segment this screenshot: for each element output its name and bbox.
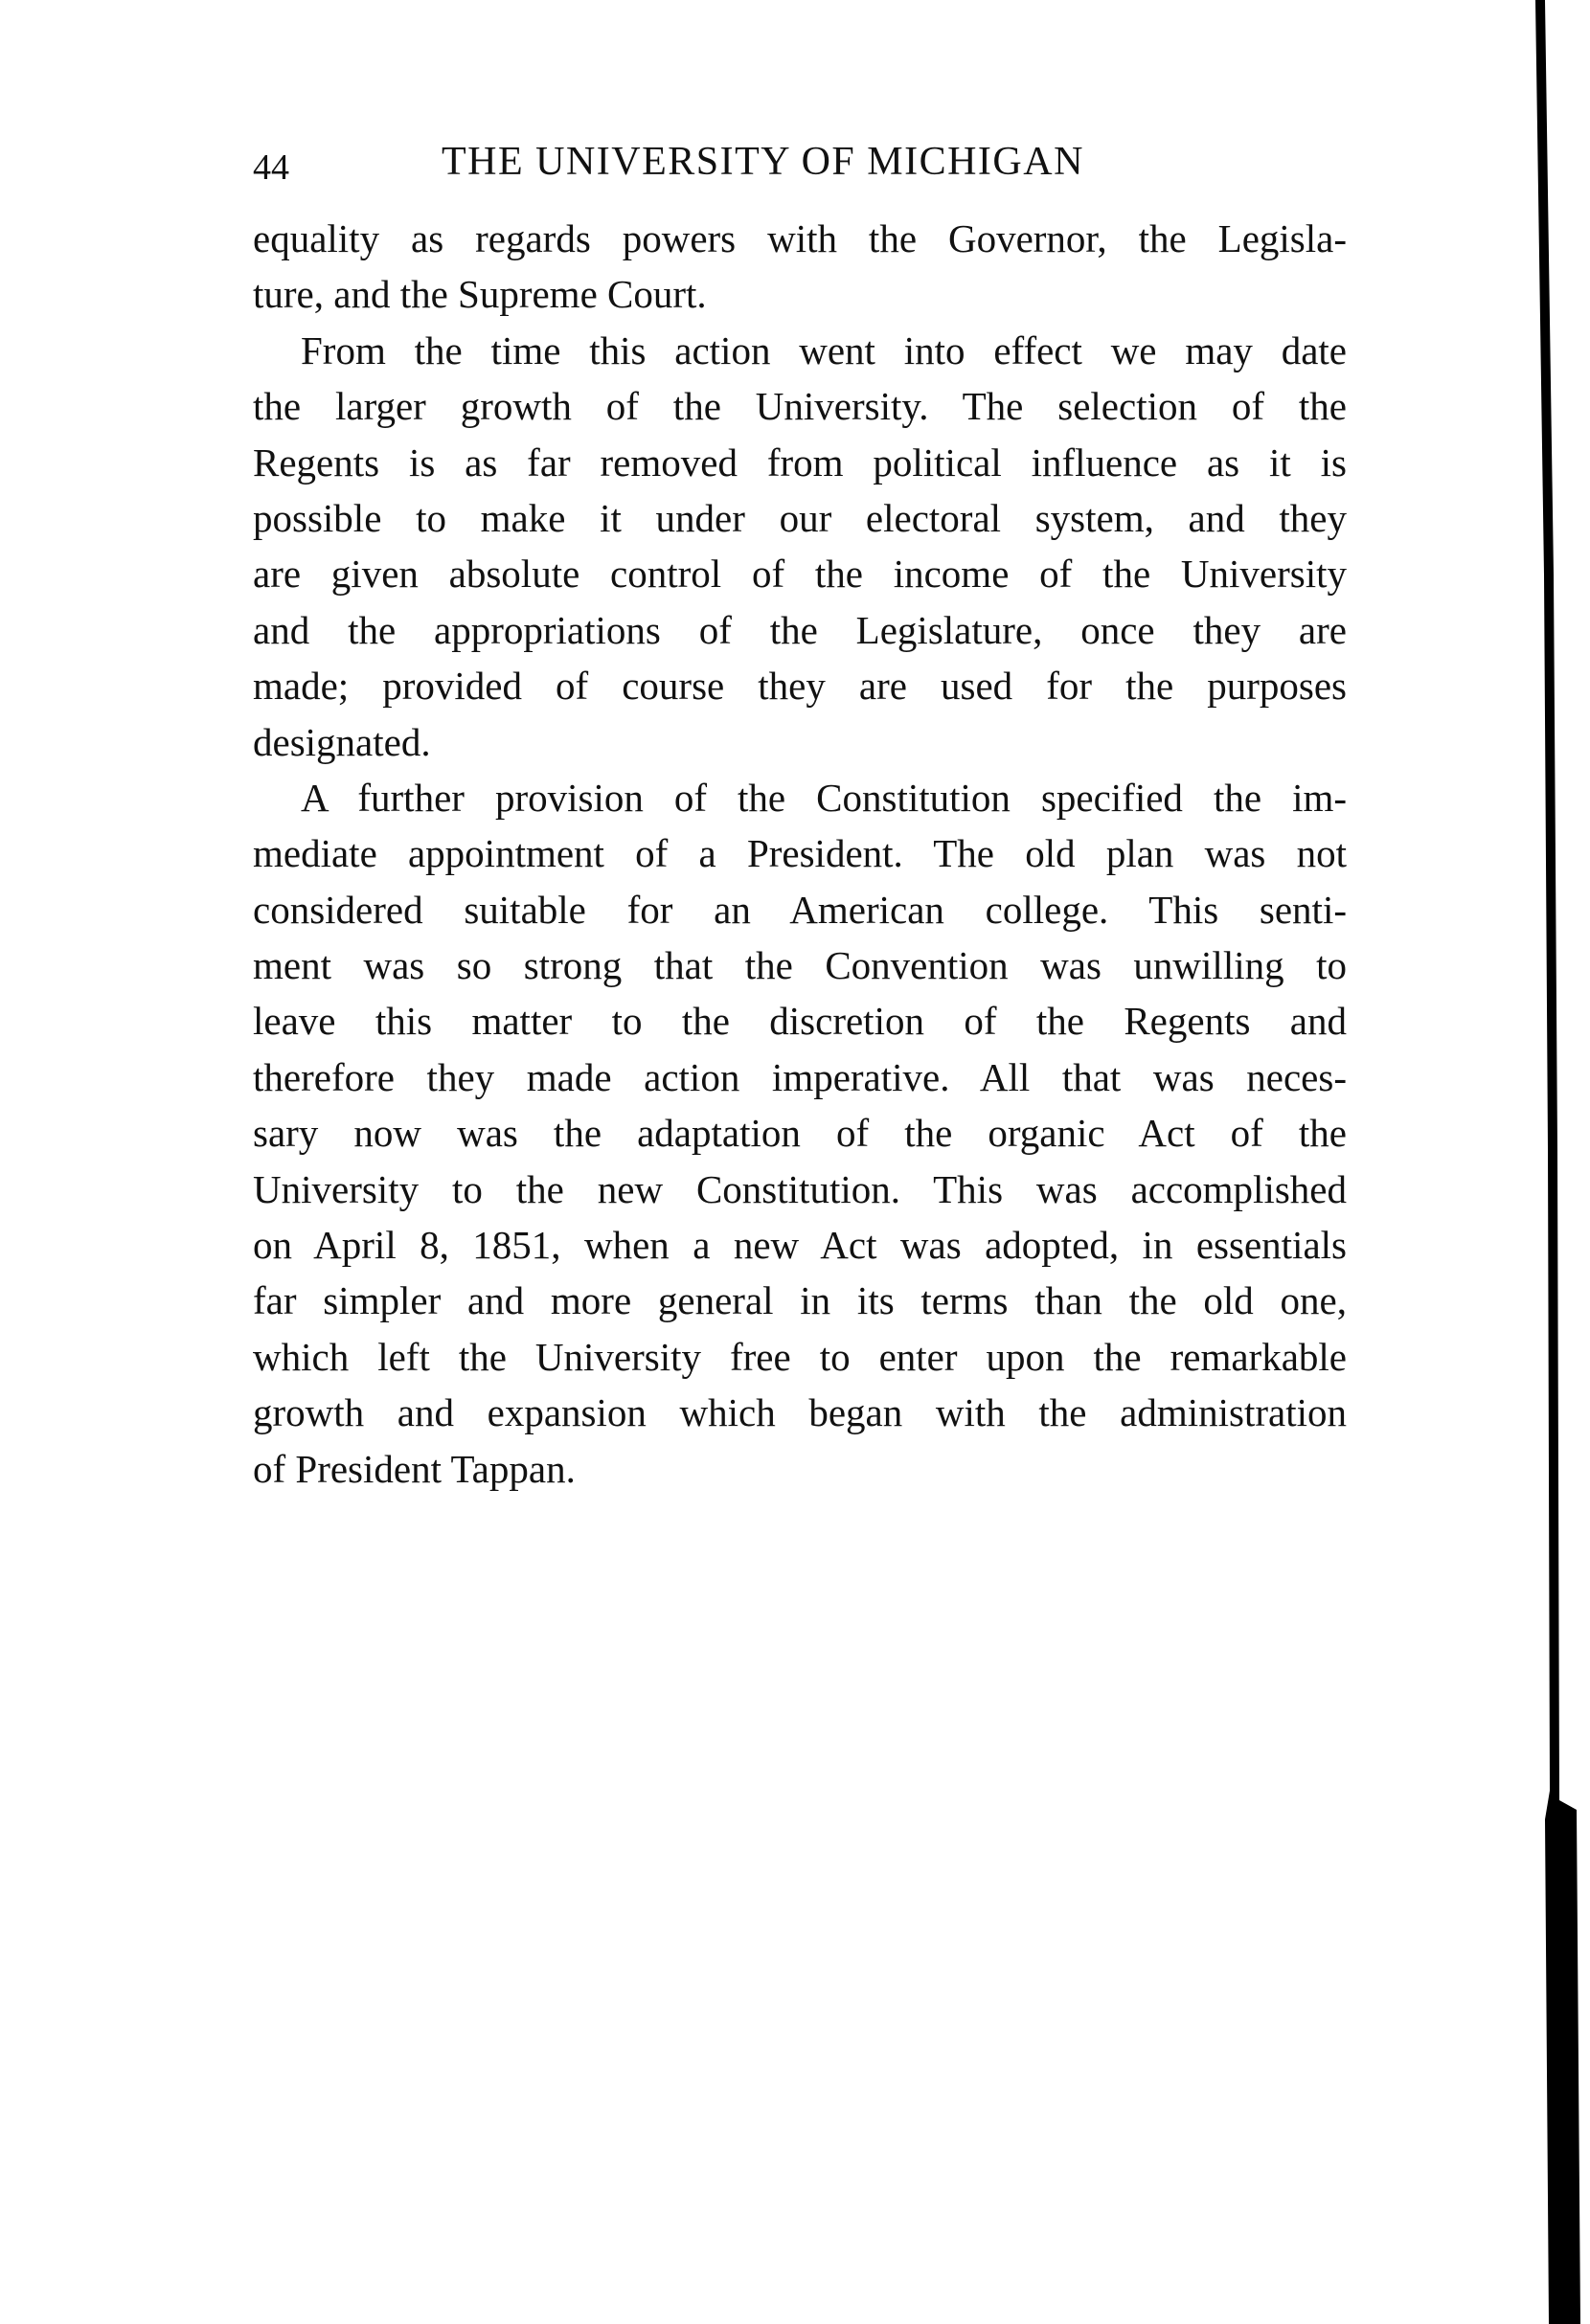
page-header — [253, 139, 1347, 196]
text-line: leave this matter to the discretion of the Regents and — [253, 999, 1347, 1044]
page-number: 44 — [253, 147, 289, 188]
text-line: far simpler and more general in its terms than the old one, — [253, 1278, 1347, 1323]
paragraph — [253, 323, 1347, 770]
paragraph — [253, 211, 1347, 323]
text-line: A further provision of the Constitution specified the im- — [301, 775, 1347, 820]
text-line: which left the University free to enter upon the remarkable — [253, 1334, 1347, 1379]
text-line: Regents is as far removed from political influence as it is — [253, 440, 1347, 485]
body-text — [253, 211, 1347, 1497]
text-line: on April 8, 1851, when a new Act was adopted, in essentials — [253, 1223, 1347, 1268]
text-line: mediate appointment of a President. The old plan was not — [253, 831, 1347, 876]
text-line: designated. — [253, 719, 431, 764]
text-line: equality as regards powers with the Governor, the Legisla- — [253, 216, 1347, 260]
text-line: considered suitable for an American college. This senti- — [253, 887, 1347, 932]
text-line: ture, and the Supreme Court. — [253, 272, 707, 317]
text-line: sary now was the adaptation of the organic Act of the — [253, 1111, 1347, 1156]
text-line: From the time this action went into effect we may date — [301, 327, 1347, 372]
text-line: of President Tappan. — [253, 1446, 576, 1491]
text-line: therefore they made action imperative. All that was neces- — [253, 1054, 1347, 1099]
text-line: ment was so strong that the Convention was unwilling to — [253, 943, 1347, 988]
running-title: THE UNIVERSITY OF MICHIGAN — [442, 140, 1084, 184]
text-line: the larger growth of the University. The selection of the — [253, 384, 1347, 429]
text-line: and the appropriations of the Legislature, once they are — [253, 607, 1347, 652]
text-line: possible to make it under our electoral system, and they — [253, 495, 1347, 540]
paragraph — [253, 770, 1347, 1497]
text-line: made; provided of course they are used for the purposes — [253, 664, 1347, 709]
text-line: growth and expansion which began with the administration — [253, 1390, 1347, 1435]
text-line: University to the new Constitution. This was accomplished — [253, 1166, 1347, 1211]
text-line: are given absolute control of the income of the University — [253, 552, 1347, 597]
